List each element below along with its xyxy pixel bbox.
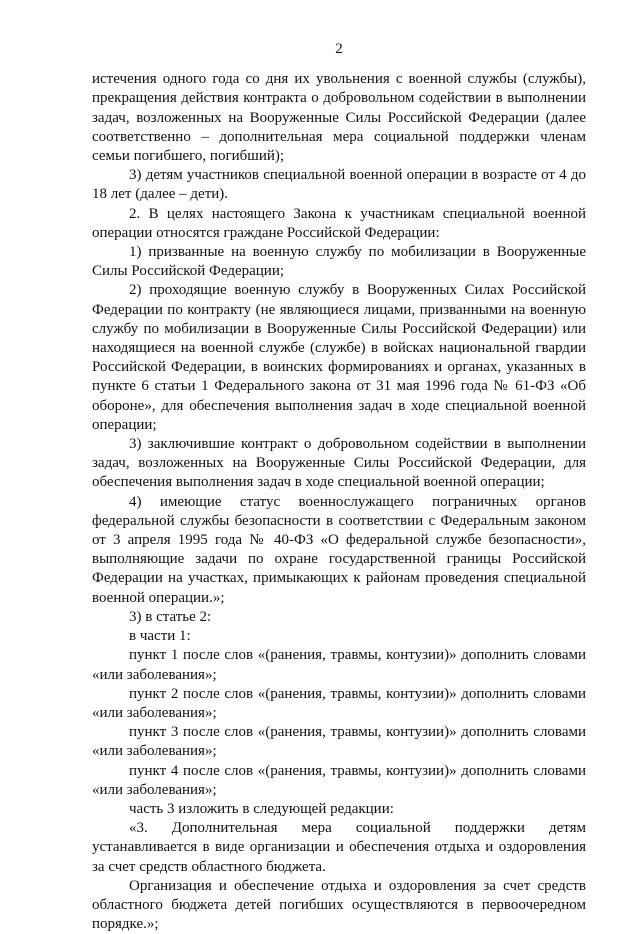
paragraph: 3) в статье 2: bbox=[129, 608, 212, 625]
document-body bbox=[92, 70, 586, 934]
paragraph: часть 3 изложить в следующей редакции: bbox=[129, 800, 394, 817]
paragraph: в части 1: bbox=[129, 628, 191, 645]
paragraph: 3) заключившие контракт о добровольном содействии в выполнении задач, возложенных на Вооруженные Силы Российской Федерации, для обеспечения выполнения задач в ходе специальной военной операции; bbox=[92, 436, 586, 491]
page-number: 2 bbox=[335, 41, 343, 57]
paragraph: 2) проходящие военную службу в Вооруженных Силах Российской Федерации по контракту (не являющиеся лицами, призванными на военную службу по мобилизации в Вооруженные Силы Российской Федерации) или находящиеся на военной службе (службе) в войсках национальной гвардии Российской Федерации, в воинских формированиях и органах, указанных в пункте 6 статьи 1 Федерального закона от 31 мая 1996 года № 61-ФЗ «Об обороне», для обеспечения выполнения задач в ходе специальной военной операции; bbox=[92, 282, 586, 433]
paragraph-continuation: истечения одного года со дня их увольнения с военной службы (службы), прекращения действия контракта о добровольном содействии в выполнении задач, возложенных на Вооруженные Силы Российской Федерации (далее соответственно – дополнительная мера социальной поддержки членам семьи погибшего, погибший); bbox=[92, 71, 586, 165]
paragraph: пункт 3 после слов «(ранения, травмы, контузии)» дополнить словами «или заболевания»; bbox=[92, 724, 586, 760]
paragraph: 4) имеющие статус военнослужащего пограничных органов федеральной службы безопасности в соответствии с Федеральным законом от 3 апреля 1995 года № 40-ФЗ «О федеральной службе безопасности», выполняющие задачи по охране государственной границы Российской Федерации на участках, примыкающих к районам проведения специальной военной операции.»; bbox=[92, 493, 586, 606]
paragraph: 3) детям участников специальной военной операции в возрасте от 4 до 18 лет (далее – дети). bbox=[92, 167, 586, 203]
paragraph: пункт 1 после слов «(ранения, травмы, контузии)» дополнить словами «или заболевания»; bbox=[92, 647, 586, 683]
paragraph: Организация и обеспечение отдыха и оздоровления за счет средств областного бюджета детей погибших осуществляются в первоочередном порядке.»; bbox=[92, 877, 586, 933]
paragraph: «3. Дополнительная мера социальной поддержки детям устанавливается в виде организации и обеспечения отдыха и оздоровления за счет средств областного бюджета. bbox=[92, 820, 586, 875]
paragraph: 1) призванные на военную службу по мобилизации в Вооруженные Силы Российской Федерации; bbox=[92, 244, 586, 280]
paragraph: пункт 2 после слов «(ранения, травмы, контузии)» дополнить словами «или заболевания»; bbox=[92, 685, 586, 721]
paragraph: пункт 4 после слов «(ранения, травмы, контузии)» дополнить словами «или заболевания»; bbox=[92, 762, 586, 798]
paragraph: 2. В целях настоящего Закона к участникам специальной военной операции относятся граждане Российской Федерации: bbox=[92, 205, 586, 241]
